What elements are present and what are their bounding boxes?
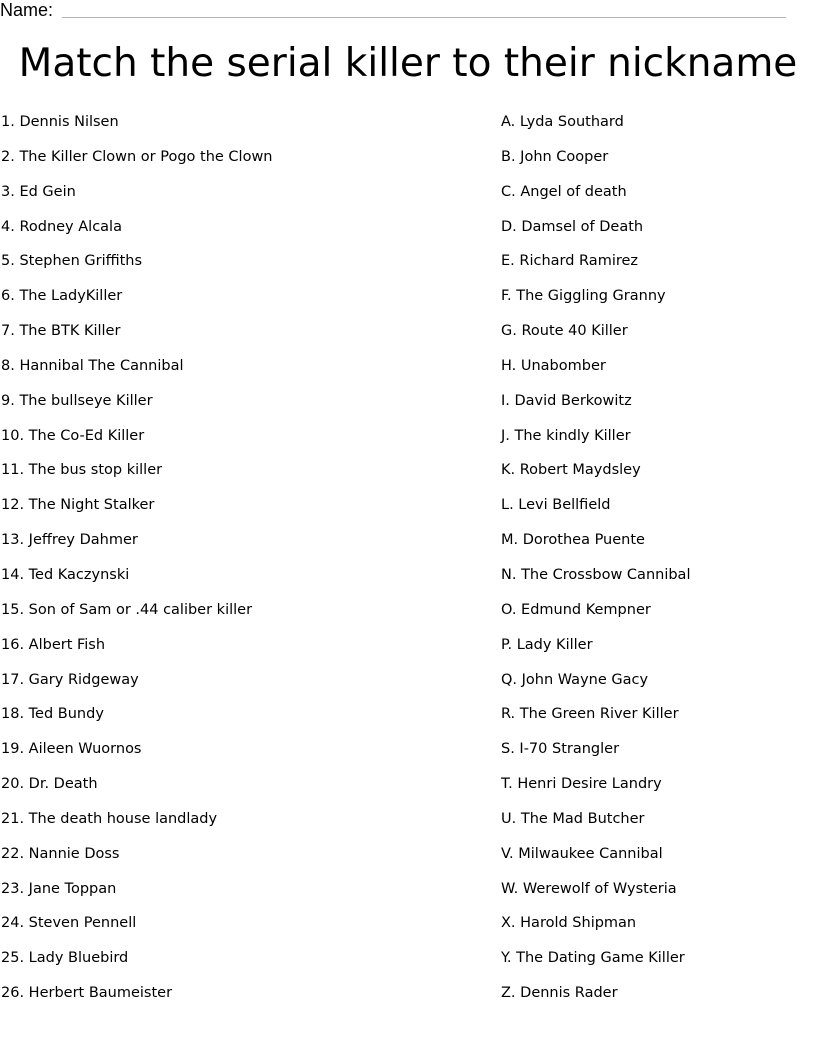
list-item: 22. Nannie Doss bbox=[1, 845, 120, 862]
name-field-row bbox=[0, 0, 790, 20]
list-item: G. Route 40 Killer bbox=[501, 323, 628, 340]
list-item: K. Robert Maydsley bbox=[501, 462, 641, 479]
list-item: M. Dorothea Puente bbox=[501, 532, 645, 549]
list-item: I. David Berkowitz bbox=[501, 392, 632, 409]
list-item: 14. Ted Kaczynski bbox=[1, 566, 130, 583]
list-item: 20. Dr. Death bbox=[1, 776, 98, 793]
list-item: 17. Gary Ridgeway bbox=[1, 671, 139, 688]
list-item: 18. Ted Bundy bbox=[1, 706, 104, 723]
list-item: E. Richard Ramirez bbox=[501, 253, 639, 270]
list-item: Q. John Wayne Gacy bbox=[501, 671, 649, 688]
list-item: 13. Jeffrey Dahmer bbox=[1, 532, 138, 549]
list-item: O. Edmund Kempner bbox=[501, 601, 651, 618]
list-item: L. Levi Bellfield bbox=[501, 497, 611, 514]
list-item: X. Harold Shipman bbox=[501, 915, 637, 932]
list-item: Z. Dennis Rader bbox=[501, 985, 618, 1002]
list-item: 6. The LadyKiller bbox=[1, 288, 123, 305]
list-item: B. John Cooper bbox=[501, 148, 609, 165]
list-item: 11. The bus stop killer bbox=[1, 462, 163, 479]
list-item: H. Unabomber bbox=[501, 357, 606, 374]
list-item: 24. Steven Pennell bbox=[1, 915, 137, 932]
list-item: 8. Hannibal The Cannibal bbox=[1, 357, 184, 374]
list-item: 12. The Night Stalker bbox=[1, 497, 155, 514]
right-column-list bbox=[501, 110, 811, 1016]
list-item: W. Werewolf of Wysteria bbox=[501, 880, 677, 897]
list-item: 23. Jane Toppan bbox=[1, 880, 117, 897]
list-item: 10. The Co-Ed Killer bbox=[1, 427, 145, 444]
list-item: 15. Son of Sam or .44 caliber killer bbox=[1, 601, 253, 618]
list-item: T. Henri Desire Landry bbox=[501, 776, 662, 793]
list-item: 9. The bullseye Killer bbox=[1, 392, 153, 409]
list-item: U. The Mad Butcher bbox=[501, 810, 645, 827]
list-item: R. The Green River Killer bbox=[501, 706, 679, 723]
list-item: 7. The BTK Killer bbox=[1, 323, 121, 340]
list-item: 3. Ed Gein bbox=[1, 183, 76, 200]
list-item: 26. Herbert Baumeister bbox=[1, 985, 173, 1002]
left-column-list bbox=[1, 110, 471, 1016]
list-item: F. The Giggling Granny bbox=[501, 288, 666, 305]
list-item: A. Lyda Southard bbox=[501, 114, 624, 130]
list-item: J. The kindly Killer bbox=[501, 427, 631, 444]
list-item: 16. Albert Fish bbox=[1, 636, 106, 653]
list-item: 4. Rodney Alcala bbox=[1, 218, 122, 235]
name-write-line bbox=[62, 17, 786, 18]
worksheet-title: Match the serial killer to their nickname bbox=[18, 41, 798, 86]
list-item: S. I-70 Strangler bbox=[501, 741, 620, 758]
list-item: 21. The death house landlady bbox=[1, 810, 218, 827]
list-item: 25. Lady Bluebird bbox=[1, 950, 129, 967]
name-label: Name: bbox=[0, 0, 54, 20]
list-item: N. The Crossbow Cannibal bbox=[501, 566, 691, 583]
list-item: 19. Aileen Wuornos bbox=[1, 741, 142, 758]
list-item: P. Lady Killer bbox=[501, 636, 593, 653]
list-item: 1. Dennis Nilsen bbox=[1, 114, 119, 130]
list-item: Y. The Dating Game Killer bbox=[501, 950, 685, 967]
list-item: V. Milwaukee Cannibal bbox=[501, 845, 663, 862]
list-item: 2. The Killer Clown or Pogo the Clown bbox=[1, 148, 273, 165]
list-item: 5. Stephen Griffiths bbox=[1, 253, 143, 270]
list-item: C. Angel of death bbox=[501, 183, 627, 200]
list-item: D. Damsel of Death bbox=[501, 218, 644, 235]
